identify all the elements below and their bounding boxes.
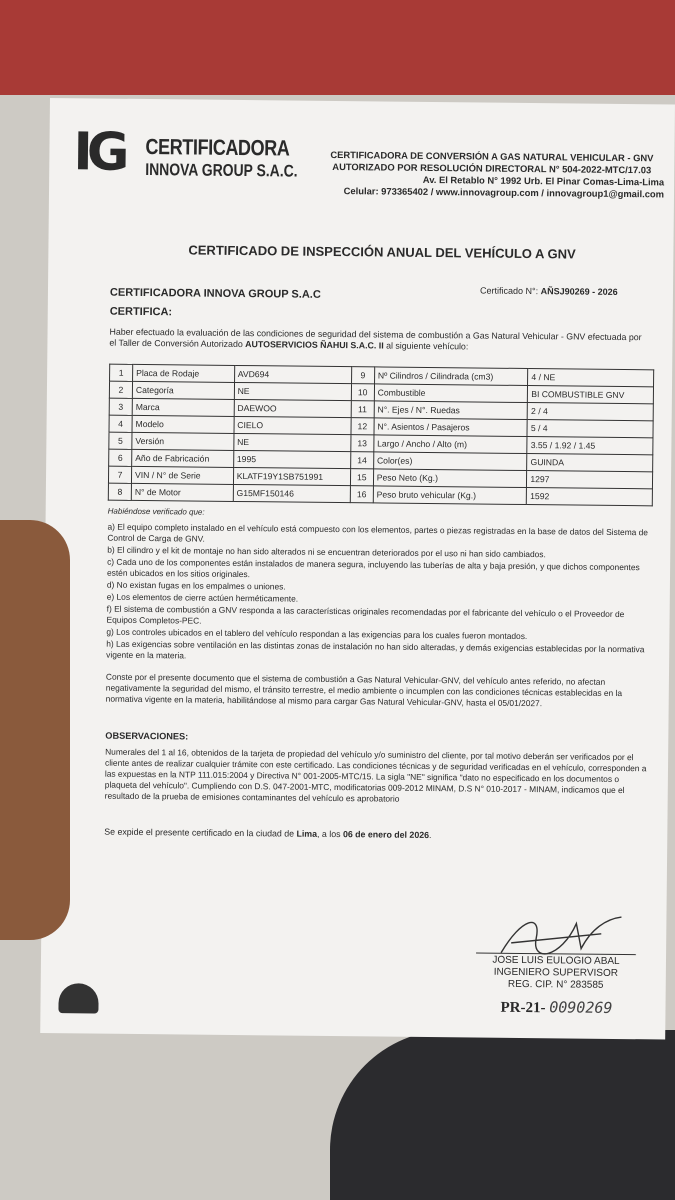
punch-hole-icon xyxy=(58,983,98,1013)
table-cell: 3 xyxy=(109,398,132,415)
workshop-name: AUTOSERVICIOS ÑAHUI S.A.C. II xyxy=(245,339,384,351)
observations-paragraph: Numerales del 1 al 16, obtenidos de la tarjeta de propiedad del vehículo y/o suministro del cliente, por tal motivo deberán ser verificados por el cliente antes de realizar cualquier trámite con este certificado. Las condiciones técnicas y de seguridad verificadas en el vehículo, corresponden a las expuestas en la NTP 111.015:2004 y Directiva N° 001-2005-MTC/15. La sigla "NE" significa "dato no especificado en los documentos o plaqueta del vehículo". Cumpliendo con D.S. 047-2001-MTC, modificatorias 009-2012 MINAM, D.S N° 010-2017 - MINAM, indicamos que el resultado de la prueba de emisiones contaminantes del vehículo es aprobatorio xyxy=(104,746,647,804)
company-name: CERTIFICADORA INNOVA GROUP S.A.C xyxy=(109,286,321,301)
table-cell: 8 xyxy=(108,483,131,500)
issue-date: 06 de enero del 2026 xyxy=(342,829,430,841)
table-cell: Nº Cilindros / Cilindrada (cm3) xyxy=(374,367,528,386)
table-cell: 16 xyxy=(350,486,373,503)
vehicle-data-table xyxy=(108,364,654,507)
table-cell: Categoría xyxy=(132,381,234,399)
issue-text-end: . xyxy=(428,830,432,841)
signer-role: INGENIERO SUPERVISOR xyxy=(493,966,619,979)
header-line1: CERTIFICADORA DE CONVERSIÓN A GAS NATURAL VEHICULAR - GNV xyxy=(330,148,654,164)
table-cell: GUINDA xyxy=(527,454,653,472)
table-cell: N° de Motor xyxy=(131,483,233,501)
verification-list xyxy=(106,522,655,668)
table-cell: 4 / NE xyxy=(528,369,654,387)
table-cell: KLATF19Y1SB751991 xyxy=(233,467,350,485)
document-title: CERTIFICADO DE INSPECCIÓN ANUAL DEL VEHÍCULO A GNV xyxy=(188,242,576,262)
table-cell: Marca xyxy=(132,398,234,416)
observations-heading: OBSERVACIONES: xyxy=(105,730,189,742)
table-cell: Peso bruto vehicular (Kg.) xyxy=(373,486,527,505)
table-cell: Largo / Ancho / Alto (m) xyxy=(374,435,528,454)
list-item: a) El equipo completo instalado en el vehículo está compuesto con los elementos, partes o piezas registradas en la base de datos del Sistema de Control de Carga de GNV. xyxy=(107,521,649,544)
certificate-number-value: AÑSJ90269 - 2026 xyxy=(540,286,618,297)
table-cell: Peso Neto (Kg.) xyxy=(373,469,527,488)
header-line3: Av. El Retablo N° 1992 Urb. El Pinar Comas-Lima-Lima xyxy=(422,173,665,188)
table-cell: 15 xyxy=(350,469,373,486)
table-cell: N°. Ejes / N°. Ruedas xyxy=(374,401,528,420)
table-cell: 10 xyxy=(351,384,374,401)
signer-block xyxy=(476,953,636,993)
table-cell: 5 / 4 xyxy=(527,420,653,438)
table-cell: Color(es) xyxy=(373,452,527,471)
table-cell: 14 xyxy=(350,452,373,469)
table-cell: 11 xyxy=(351,401,374,418)
header-line4: Celular: 973365402 / www.innovagroup.com / innovagroup1@gmail.com xyxy=(343,185,665,200)
table-cell: Placa de Rodaje xyxy=(133,364,235,382)
table-cell: 6 xyxy=(109,449,132,466)
table-cell: 7 xyxy=(108,466,131,483)
background-wall xyxy=(0,0,675,95)
table-cell: Año de Fabricación xyxy=(132,449,234,467)
background-hand xyxy=(0,520,70,940)
table-cell: 1297 xyxy=(527,471,653,489)
list-item: g) Los controles ubicados en el tablero del vehículo respondan a las exigencias para los cuales fueron montados. xyxy=(106,626,528,642)
intro-text-end: al siguiente vehículo: xyxy=(383,340,469,352)
pr-handwritten-number: 0090269 xyxy=(549,998,613,1017)
certificate-number-label: Certificado N°: xyxy=(479,285,539,297)
issue-statement xyxy=(104,827,431,841)
table-cell: 2 / 4 xyxy=(527,403,653,421)
pr-number xyxy=(500,998,612,1019)
list-item: e) Los elementos de cierre actúen herméticamente. xyxy=(106,591,299,604)
list-item: b) El cilindro y el kit de montaje no han sido alterados ni se encuentran deteriorados por el uso ni han sido cambiados. xyxy=(107,544,546,560)
certifica-heading: CERTIFICA: xyxy=(109,305,173,319)
table-cell: 1592 xyxy=(527,488,653,506)
table-cell: 2 xyxy=(109,381,132,398)
list-item: f) El sistema de combustión a GNV responda a las características originales recomendadas por el fabricante del vehículo o el Proveedor de Equipos Completos-PEC. xyxy=(106,603,625,626)
table-cell: N°. Asientos / Pasajeros xyxy=(374,418,528,437)
intro-text: Haber efectuado la evaluación de las condiciones de seguridad del sistema de combustión a Gas Natural Vehicular - GNV efectuada por el Taller de Conversión Autorizado xyxy=(109,326,642,350)
conste-paragraph: Conste por el presente documento que el sistema de combustión a Gas Natural Vehicular-GNV, del vehículo antes referido, no afectan negativamente la seguridad del mismo, el tránsito terrestre, el medio ambiente o incumplen con las condiciones técnicas establecidas en la normativa vigente en la materia, habilitándose al mismo para cargar Gas Natural Vehicular-GNV, hasta el 05/01/2027. xyxy=(105,671,623,709)
table-cell: 1995 xyxy=(233,450,350,468)
certificate-paper xyxy=(40,98,675,1039)
pr-prefix: PR-21- xyxy=(500,999,546,1017)
certificate-number xyxy=(480,286,618,299)
table-cell: G15MF150146 xyxy=(233,484,350,502)
list-item: c) Cada uno de los componentes están instalados de manera segura, incluyendo las tuberías de alta y baja presión, y que dichos componentes estén ubicados en los sitios originales. xyxy=(106,556,640,580)
background-chair xyxy=(330,1030,675,1200)
issue-text-mid: , a los xyxy=(317,828,344,840)
signer-reg: REG. CIP. N° 283585 xyxy=(507,978,604,991)
signer-name: JOSE LUIS EULOGIO ABAL xyxy=(476,953,636,969)
table-cell: 5 xyxy=(109,432,132,449)
header-block xyxy=(319,149,664,201)
table-cell: BI COMBUSTIBLE GNV xyxy=(528,386,654,404)
table-cell: 13 xyxy=(351,435,374,452)
verified-label: Habiéndose verificado que: xyxy=(107,506,205,517)
table-cell: Versión xyxy=(132,432,234,450)
logo-mark: IG xyxy=(73,122,124,183)
table-cell: VIN / N° de Serie xyxy=(131,466,233,484)
table-cell: NE xyxy=(234,382,351,400)
issue-city: Lima xyxy=(296,828,318,839)
table-cell: 3.55 / 1.92 / 1.45 xyxy=(527,437,653,455)
logo-name-line1: CERTIFICADORA xyxy=(145,134,290,161)
table-cell: 4 xyxy=(109,415,132,432)
logo-name-line2: INNOVA GROUP S.A.C. xyxy=(145,160,298,181)
list-item: h) Las exigencias sobre ventilación en las distintas zonas de instalación no han sido alteradas, y demás exigencias establecidas por la normativa vigente en la materia. xyxy=(106,638,645,661)
table-cell: CIELO xyxy=(234,416,351,434)
intro-paragraph xyxy=(109,327,649,355)
company-logo xyxy=(73,122,298,183)
table-cell: 12 xyxy=(351,418,374,435)
table-cell: Modelo xyxy=(132,415,234,433)
table-cell: AVD694 xyxy=(234,365,351,383)
issue-text: Se expide el presente certificado en la ciudad de xyxy=(104,826,297,839)
table-cell: 9 xyxy=(351,367,374,384)
table-cell: DAEWOO xyxy=(234,399,351,417)
list-item: d) No existan fugas en los empalmes o uniones. xyxy=(106,579,286,592)
table-cell: 1 xyxy=(110,364,133,381)
table-cell: Combustible xyxy=(374,384,528,403)
table-cell: NE xyxy=(234,433,351,451)
header-line2: AUTORIZADO POR RESOLUCIÓN DIRECTORAL N° 504-2022-MTC/17.03 xyxy=(332,160,652,176)
